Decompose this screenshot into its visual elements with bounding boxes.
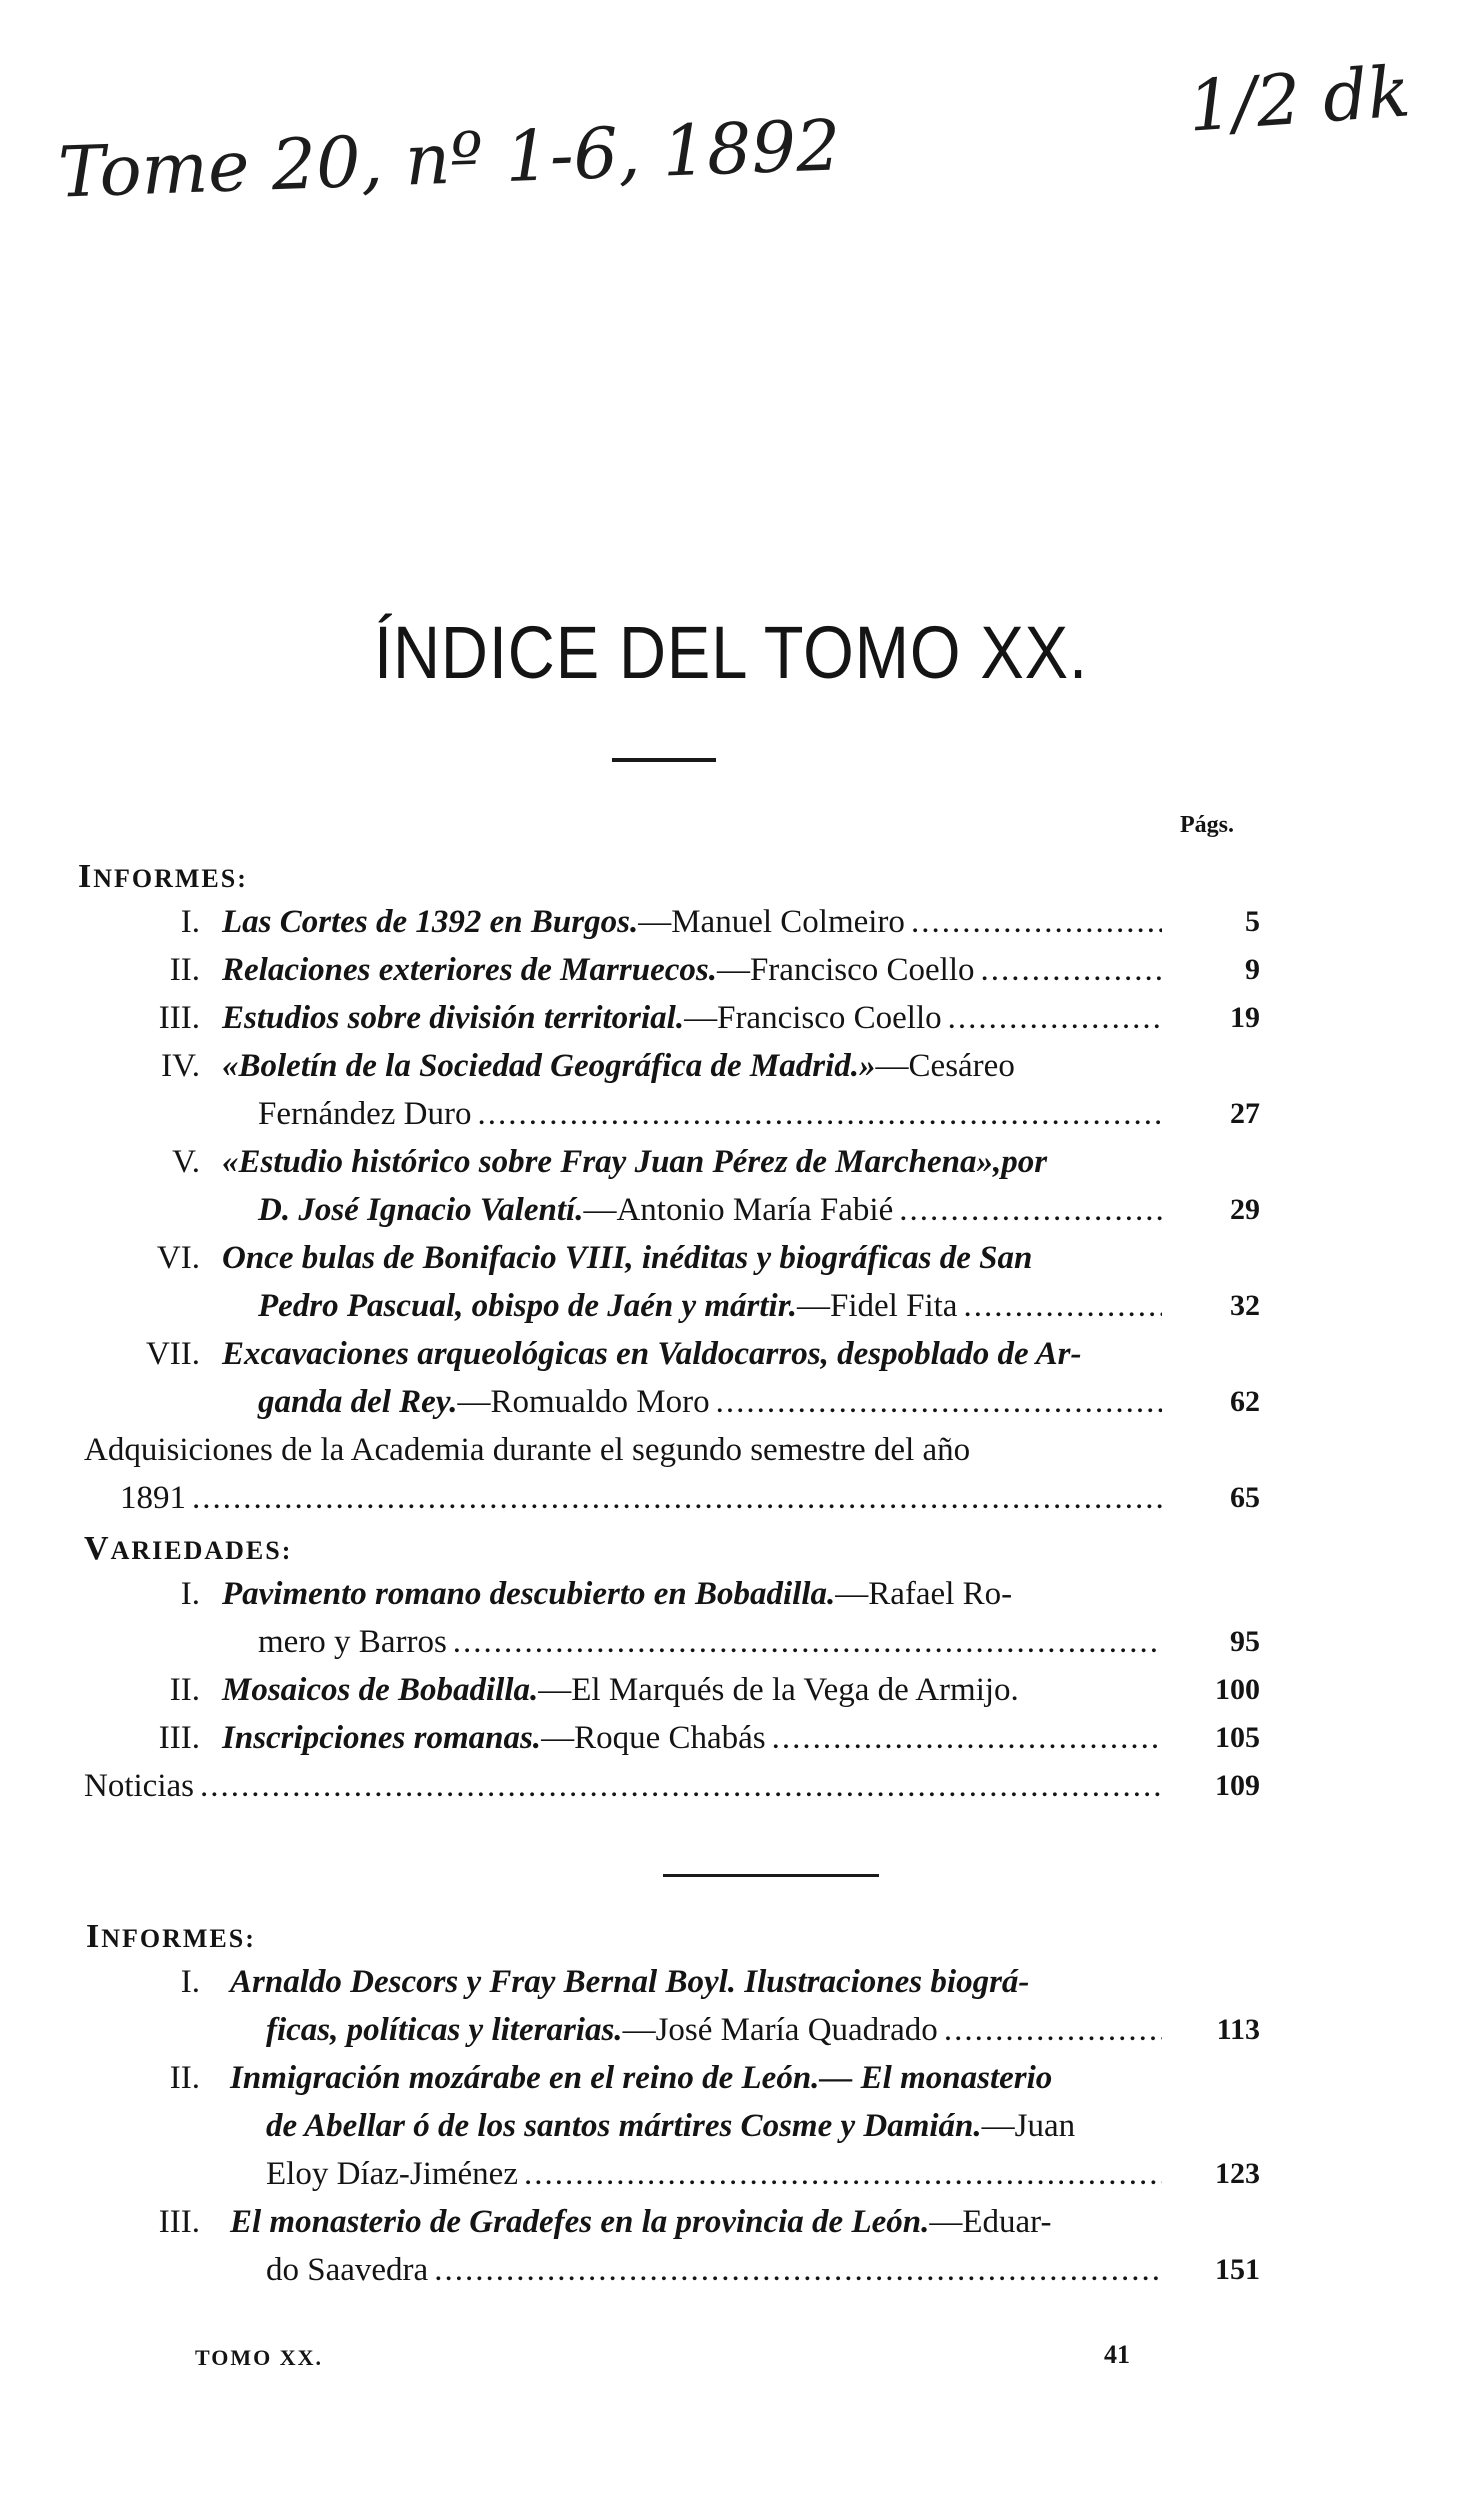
toc-entry-continuation[interactable] — [266, 2150, 1168, 2198]
entry-title: Pavimento romano descubierto en Bobadilla. — [222, 1576, 836, 1612]
entry-author: —Rafael Ro- — [835, 1576, 1013, 1612]
section-heading-rest: NFORMES: — [101, 1924, 256, 1953]
dot-leader — [716, 1378, 1162, 1426]
entry-page-number: 105 — [1215, 1721, 1260, 1754]
dot-leader — [948, 994, 1162, 1042]
section-heading-variedades — [84, 1530, 292, 1568]
entry-title: ganda del Rey. — [258, 1384, 458, 1420]
entry-numeral: II. — [169, 1672, 200, 1708]
toc-entry[interactable] — [84, 1762, 1168, 1810]
entry-numeral: I. — [180, 1576, 200, 1612]
entry-numeral: II. — [169, 2060, 200, 2096]
toc-entry[interactable] — [222, 1042, 1168, 1090]
toc-entry-continuation[interactable] — [258, 1618, 1168, 1666]
entry-title: Estudios sobre división territorial. — [222, 1000, 685, 1036]
entry-title: de Abellar ó de los santos mártires Cosme y Damián. — [266, 2108, 982, 2144]
toc-entry[interactable] — [230, 2198, 1168, 2246]
dot-leader — [772, 1714, 1162, 1762]
toc-entry-continuation[interactable] — [258, 1186, 1168, 1234]
toc-entry[interactable] — [230, 2054, 1168, 2102]
toc-entry[interactable] — [222, 1570, 1168, 1618]
title-rule — [612, 758, 716, 762]
section-heading-informes — [78, 858, 248, 896]
entry-author: —Antonio María Fabié — [583, 1192, 894, 1228]
entry-title: Noticias — [84, 1768, 194, 1804]
entry-numeral: VI. — [156, 1240, 200, 1276]
entry-title: Arnaldo Descors y Fray Bernal Boyl. Ilustraciones biográ- — [230, 1964, 1030, 2000]
dot-leader — [453, 1618, 1162, 1666]
entry-author: Eloy Díaz-Jiménez — [266, 2156, 518, 2192]
page-title: ÍNDICE DEL TOMO XX. — [374, 611, 1088, 694]
entry-numeral: III. — [158, 1720, 200, 1756]
dot-leader — [200, 1762, 1162, 1810]
toc-entry-continuation[interactable] — [266, 2006, 1168, 2054]
entry-author: mero y Barros — [258, 1624, 447, 1660]
entry-page-number: 32 — [1230, 1289, 1260, 1322]
entry-numeral: IV. — [161, 1048, 200, 1084]
entry-title: Las Cortes de 1392 en Burgos. — [222, 904, 639, 940]
entry-page-number: 123 — [1215, 2157, 1260, 2190]
entry-title: 1891 — [120, 1480, 186, 1516]
toc-entry[interactable] — [222, 1234, 1168, 1282]
entry-author: —Cesáreo — [875, 1048, 1015, 1084]
toc-entry-continuation[interactable] — [120, 1474, 1168, 1522]
entry-author: —Roque Chabás — [541, 1720, 766, 1756]
entry-numeral: I. — [180, 1964, 200, 2000]
entry-title: «Estudio histórico sobre Fray Juan Pérez de Marchena», — [222, 1144, 1002, 1180]
toc-entry[interactable] — [222, 1138, 1168, 1186]
dot-leader — [434, 2246, 1162, 2294]
toc-entry-continuation[interactable] — [258, 1282, 1168, 1330]
dot-leader — [524, 2150, 1162, 2198]
toc-entry-continuation[interactable] — [266, 2102, 1168, 2150]
entry-page-number: 9 — [1245, 953, 1260, 986]
toc-entry-continuation[interactable] — [258, 1378, 1168, 1426]
entry-page-number: 151 — [1215, 2253, 1260, 2286]
section-heading-rest: ARIEDADES: — [110, 1536, 293, 1565]
section-heading-informes — [86, 1918, 256, 1956]
entry-numeral: I. — [180, 904, 200, 940]
handwritten-shelf-mark: 1/2 dk — [1185, 50, 1413, 148]
dot-leader — [478, 1090, 1162, 1138]
entry-page-number: 29 — [1230, 1193, 1260, 1226]
entry-title: ficas, políticas y literarias. — [266, 2012, 623, 2048]
entry-author: —Juan — [981, 2108, 1076, 2144]
entry-title: Mosaicos de Bobadilla. — [222, 1672, 539, 1708]
entry-page-number: 27 — [1230, 1097, 1260, 1130]
dot-leader — [192, 1474, 1162, 1522]
section-divider-rule — [663, 1874, 879, 1877]
entry-author: —Francisco Coello — [684, 1000, 942, 1036]
entry-page-number: 62 — [1230, 1385, 1260, 1418]
footer-sheet-number: 41 — [1104, 2340, 1130, 2369]
entry-title: Inscripciones romanas. — [222, 1720, 542, 1756]
entry-author: —Manuel Colmeiro — [638, 904, 905, 940]
dot-leader — [899, 1186, 1162, 1234]
section-heading-initial: I — [86, 1918, 102, 1955]
entry-numeral: III. — [158, 1000, 200, 1036]
entry-page-number: 5 — [1245, 905, 1260, 938]
entry-title: Excavaciones arqueológicas en Valdocarros, despoblado de Ar- — [222, 1336, 1082, 1372]
entry-page-number: 19 — [1230, 1001, 1260, 1034]
dot-leader — [981, 946, 1163, 994]
section-heading-initial: V — [84, 1530, 111, 1567]
entry-author: —Francisco Coello — [716, 952, 975, 988]
toc-entry-continuation[interactable] — [258, 1090, 1168, 1138]
entry-title: Once bulas de Bonifacio VIII, inéditas y biográficas de San — [222, 1240, 1033, 1276]
toc-entry[interactable] — [230, 1958, 1168, 2006]
entry-connector: por — [1001, 1144, 1048, 1180]
pages-column-label: Págs. — [1180, 812, 1234, 838]
entry-numeral: III. — [158, 2204, 200, 2240]
entry-page-number: 95 — [1230, 1625, 1260, 1658]
section-heading-initial: I — [78, 858, 94, 895]
dot-leader — [911, 898, 1162, 946]
entry-author: —Fidel Fita — [797, 1288, 958, 1324]
entry-numeral: VII. — [145, 1336, 200, 1372]
toc-entry[interactable] — [222, 1714, 1168, 1762]
entry-author: —Eduar- — [929, 2204, 1052, 2240]
entry-author: Fernández Duro — [258, 1096, 472, 1132]
toc-entry-continuation[interactable] — [266, 2246, 1168, 2294]
entry-title: Pedro Pascual, obispo de Jaén y mártir. — [258, 1288, 797, 1324]
toc-entry[interactable] — [222, 898, 1168, 946]
entry-title: Relaciones exteriores de Marruecos. — [222, 952, 717, 988]
entry-page-number: 65 — [1230, 1481, 1260, 1514]
entry-numeral: II. — [169, 952, 200, 988]
entry-title: «Boletín de la Sociedad Geográfica de Madrid.» — [222, 1048, 876, 1084]
toc-entry[interactable] — [222, 1666, 1168, 1714]
dot-leader — [944, 2006, 1162, 2054]
entry-title: Adquisiciones de la Academia durante el segundo semestre del año — [84, 1432, 971, 1468]
entry-numeral: V. — [172, 1144, 200, 1180]
entry-author: —El Marqués de la Vega de Armijo. — [538, 1672, 1019, 1708]
section-heading-rest: NFORMES: — [93, 864, 248, 893]
entry-author: do Saavedra — [266, 2252, 429, 2288]
entry-author: —José María Quadrado — [622, 2012, 938, 2048]
toc-entry[interactable] — [222, 946, 1168, 994]
entry-page-number: 109 — [1215, 1769, 1260, 1802]
entry-title: Inmigración mozárabe en el reino de León.— El monasterio — [230, 2060, 1053, 2096]
entry-author: —Romualdo Moro — [457, 1384, 710, 1420]
dot-leader — [963, 1282, 1162, 1330]
toc-entry[interactable] — [222, 994, 1168, 1042]
toc-entry[interactable] — [84, 1426, 1168, 1474]
entry-title: El monasterio de Gradefes en la provincia de León. — [230, 2204, 930, 2240]
handwritten-volume-note: Tome 20, nº 1-6, 1892 — [56, 104, 842, 214]
footer-signature: TOMO XX. — [195, 2345, 324, 2370]
entry-page-number: 113 — [1216, 2013, 1260, 2046]
toc-entry[interactable] — [222, 1330, 1168, 1378]
entry-title: D. José Ignacio Valentí. — [258, 1192, 584, 1228]
entry-page-number: 100 — [1215, 1673, 1260, 1706]
